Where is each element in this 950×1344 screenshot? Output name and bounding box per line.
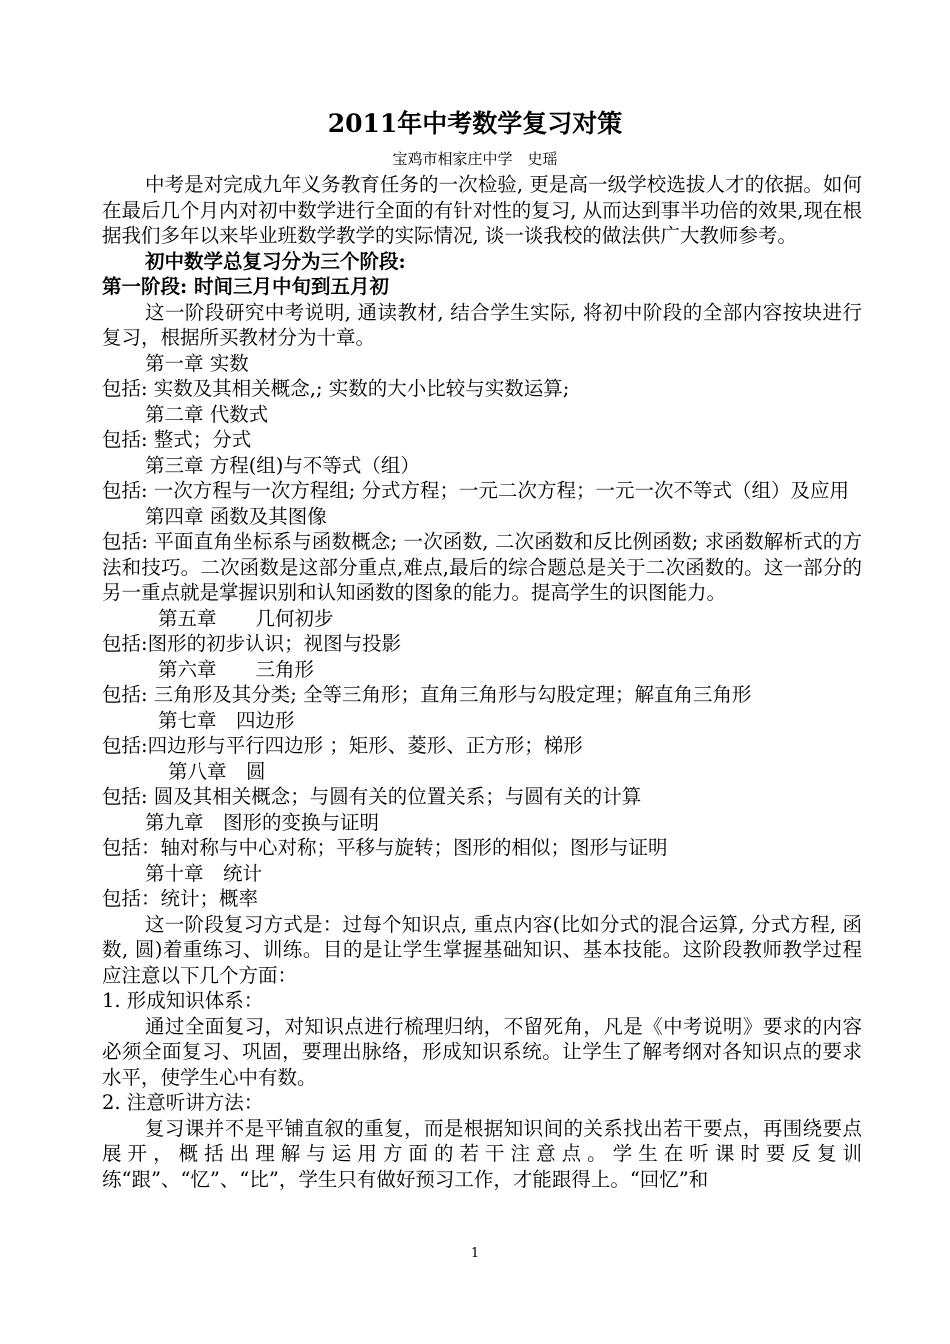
document-title: 2011年中考数学复习对策 (327, 109, 623, 138)
chapter-title: 第二章 代数式 (145, 402, 269, 426)
page-number: 1 (470, 1246, 480, 1261)
chapter-content: 包括: 圆及其相关概念；与圆有关的位置关系；与圆有关的计算 (102, 785, 642, 808)
chapter-content: 包括: 三角形及其分类; 全等三角形；直角三角形与勾股定理；解直角三角形 (102, 683, 752, 706)
stage1-intro: 这一阶段研究中考说明, 通读教材, 结合学生实际, 将初中阶段的全部内容按块进行复习，根据所买教材分为十章。 (102, 300, 862, 349)
intro-paragraph: 中考是对完成九年义务教育任务的一次检验, 更是高一级学校选拔人才的依据。如何在最后几个月内对初中数学进行全面的有针对性的复习, 从而达到事半功倍的效果,现在根据我们多年以来毕业班数学教学的实际情况, 谈一谈我校的做法供广大教师参考。 (102, 173, 862, 247)
point1-heading: 1. 形成知识体系： (102, 989, 264, 1012)
chapter-title: 第八章 圆 (168, 759, 266, 783)
chapter-content: 包括:图形的初步认识；视图与投影 (102, 632, 402, 655)
stage1-method: 这一阶段复习方式是：过每个知识点, 重点内容(比如分式的混合运算, 分式方程, 函数, 圆)着重练习、训练。目的是让学生掌握基础知识、基本技能。这阶段教师教学过程应注意以下几个方面： (102, 912, 862, 987)
chapter-content: 包括: 一次方程与一次方程组; 分式方程；一元二次方程；一元一次不等式（组）及应用 (102, 479, 850, 502)
chapter-title: 第五章 几何初步 (158, 606, 334, 630)
chapter-content: 包括: 整式；分式 (102, 428, 252, 451)
point1-text: 通过全面复习，对知识点进行梳理归纳，不留死角，凡是《中考说明》要求的内容必须全面复习、巩固，要理出脉络，形成知识系统。让学生了解考纲对各知识点的要求水平，使学生心中有数。 (102, 1014, 862, 1089)
chapter-content: 包括:四边形与平行四边形 ；矩形、菱形、正方形；梯形 (102, 734, 583, 757)
document-body (102, 172, 862, 1192)
stage1-heading: 第一阶段: 时间三月中旬到五月初 (102, 275, 389, 298)
chapter-title: 第十章 统计 (145, 861, 263, 885)
chapter-title: 第六章 三角形 (158, 657, 315, 681)
chapter-title: 第一章 实数 (145, 351, 249, 375)
point2-text: 复习课并不是平铺直叙的重复，而是根据知识间的关系找出若干要点，再围绕要点展开，概括出理解与运用方面的若干注意点。学生在听课时要反复训练“跟”、“忆”、“比”，学生只有做好预习工作，才能跟得上。“回忆”和 (102, 1116, 862, 1191)
chapter-content: 包括: 平面直角坐标系与函数概念; 一次函数, 二次函数和反比例函数; 求函数解析式的方法和技巧。二次函数是这部分重点,难点,最后的综合题总是关于二次函数的。这一部分的另一重点就是掌握识别和认知函数的图象的能力。提高学生的识图能力。 (102, 530, 862, 604)
overview-heading: 初中数学总复习分为三个阶段: (145, 249, 406, 273)
chapter-title: 第三章 方程(组)与不等式（组） (145, 453, 420, 477)
point2-heading: 2. 注意听讲方法： (102, 1091, 264, 1114)
chapter-title: 第四章 函数及其图像 (145, 504, 327, 528)
chapter-content: 包括: 实数及其相关概念,; 实数的大小比较与实数运算; (102, 377, 570, 400)
chapter-title: 第九章 图形的变换与证明 (145, 810, 380, 834)
author-line: 宝鸡市相家庄中学 史瑶 (392, 150, 558, 168)
chapter-title: 第七章 四边形 (158, 708, 295, 732)
chapter-content: 包括：轴对称与中心对称；平移与旋转；图形的相似；图形与证明 (102, 836, 668, 859)
chapter-content: 包括：统计；概率 (102, 887, 259, 910)
